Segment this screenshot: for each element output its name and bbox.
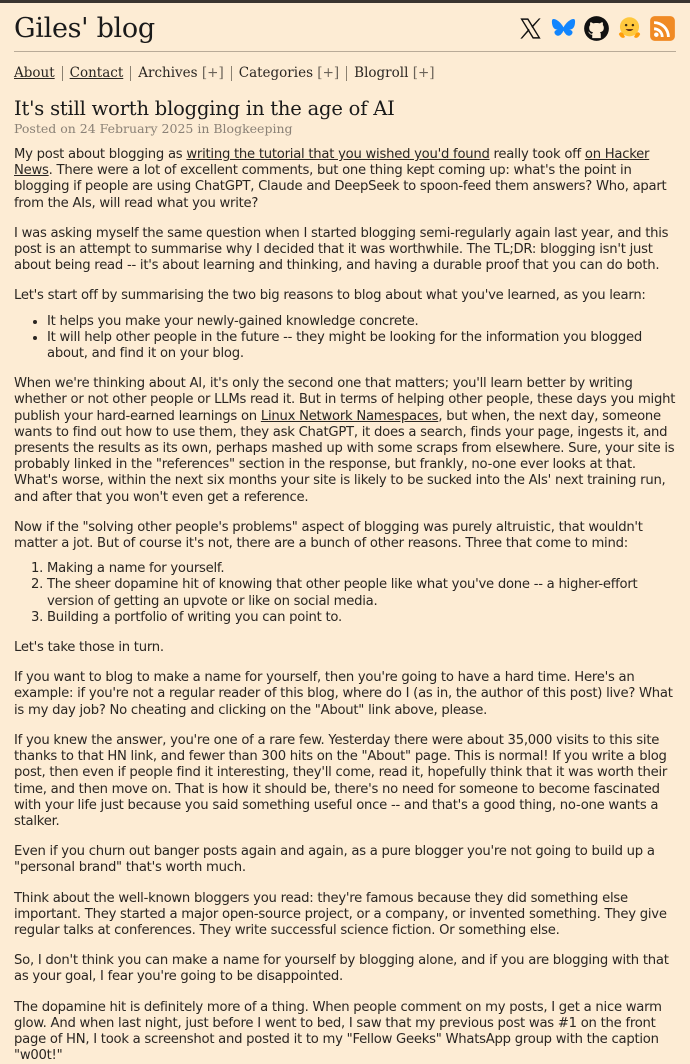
nav-item-categories[interactable] — [231, 66, 346, 81]
tutorial-post-link[interactable]: writing the tutorial that you wished you'd found — [186, 147, 490, 162]
paragraph: Even if you churn out banger posts again and again, as a pure blogger you're not going to build up a "personal brand" that's worth much. — [14, 844, 655, 876]
list-item: 2. The sheer dopamine hit of knowing that other people like what you've done -- a higher-effort version of getting an upvote or like on social media. — [47, 577, 676, 609]
list-item: • It helps you make your newly-gained knowledge concrete. — [47, 314, 676, 330]
post-date: Posted on 24 February 2025 in — [14, 121, 210, 136]
paragraph: Let's take those in turn. — [14, 640, 164, 656]
text-run: really took off — [489, 147, 585, 162]
blogroll-label[interactable]: Blogroll — [354, 65, 409, 81]
post-content — [14, 147, 676, 1064]
site-header — [14, 3, 676, 52]
categories-label[interactable]: Categories — [238, 65, 313, 81]
top-navigation — [14, 66, 676, 81]
categories-expand-toggle[interactable]: [+] — [317, 65, 340, 81]
list-item: 3. Building a portfolio of writing you can point to. — [47, 610, 676, 626]
nav-item-archives[interactable] — [130, 66, 230, 81]
text-run: . There were a lot of excellent comments, but one thing kept coming up: what's the point in blogging if people are using ChatGPT, Claude and DeepSeek to spoon-feed them answers? Who, apart from the AIs, will read what you write? — [14, 163, 667, 211]
x-icon[interactable] — [517, 15, 544, 42]
text-run: , but when, the next day, someone wants to find out how to use them, they ask ChatGPT, it does a search, finds your page, ingests it, and presents the results as its own, perhaps mashed up with some scraps from elsewhere. Sure, your site is probably linked in the "references" section in the response, but frankly, no-one ever looks at that. What's worse, within the next six months your site is likely to be sucked into the AIs' next training run, and after that you won't even get a reference. — [14, 408, 675, 505]
nav-item-about — [14, 66, 62, 81]
github-icon[interactable] — [583, 15, 610, 42]
nav-item-blogroll[interactable] — [346, 66, 441, 81]
paragraph: Now if the "solving other people's problems" aspect of blogging was purely altruistic, that wouldn't matter a jot. But of course it's not, there are a bunch of other reasons. Three that come to mind: — [14, 519, 643, 552]
reasons-list — [14, 314, 676, 363]
contact-link[interactable]: Contact — [69, 65, 124, 81]
paragraph — [14, 147, 676, 212]
text-run: When we're thinking about AI, it's only the second one that matters; you'll learn better by writing whether or not other people or LLMs read it. But in terms of helping other people, these days you might publish your hard-earned learnings on — [14, 376, 676, 424]
paragraph: If you knew the answer, you're one of a rare few. Yesterday there were about 35,000 visits to this site thanks to that HN link, and fewer than 300 hits on the "About" page. This is normal! If you write a blog post, then even if people find it interesting, they'll come, read it, hopefully think that it was worth their time, and then move on. That is how it should be, there's no need for someone to become fascinated with your life just because you said something useful once -- and that's a good thing, no-one wants a stalker. — [14, 732, 668, 829]
paragraph: I was asking myself the same question when I started blogging semi-regularly again last year, and this post is an attempt to summarise why I decided that it was worthwhile. The TL;DR: blogging isn't just about being read -- it's about learning and thinking, and having a durable proof that you can do both. — [14, 225, 669, 274]
paragraph: If you want to blog to make a name for yourself, then you're going to have a hard time. Here's an example: if you're not a regular reader of this blog, where do I (as in, the author of this post) live? What is my day job? No cheating and clicking on the "About" link above, please. — [14, 670, 673, 718]
list-item: • It will help other people in the future -- they might be looking for the information you blogged about, and find it on your blog. — [47, 330, 676, 362]
paragraph: The dopamine hit is definitely more of a thing. When people comment on my posts, I get a nice warm glow. And when last night, just before I went to bed, I saw that my previous post was #1 on the front page of HN, I took a screenshot and posted it to my "Fellow Geeks" WhatsApp group with the caption "w00t!" — [14, 999, 662, 1064]
archives-label[interactable]: Archives — [138, 65, 198, 81]
about-link[interactable]: About — [14, 65, 55, 81]
archives-expand-toggle[interactable]: [+] — [201, 65, 224, 81]
paragraph: So, I don't think you can make a name for yourself by blogging alone, and if you are blogging with that as your goal, I fear you're going to be disappointed. — [14, 953, 669, 985]
text-run: My post about blogging as — [14, 147, 187, 162]
post-title: It's still worth blogging in the age of AI — [14, 97, 395, 120]
site-title[interactable]: Giles' blog — [14, 12, 155, 44]
nav-item-contact — [62, 66, 131, 81]
post-category[interactable]: Blogkeeping — [213, 121, 293, 136]
list-item: 1. Making a name for yourself. — [47, 561, 676, 577]
other-reasons-list — [14, 561, 676, 626]
post-meta — [14, 121, 676, 136]
social-icons — [517, 13, 676, 42]
rss-icon[interactable] — [649, 15, 676, 42]
paragraph: Think about the well-known bloggers you read: they're famous because they did something else important. They started a major open-source project, or a company, or invented something. They give regular talks at conferences. They write successful science fiction. Or something else. — [14, 890, 667, 938]
hacker-news-link[interactable]: on Hacker News — [14, 147, 650, 179]
hugging-face-icon[interactable] — [616, 15, 643, 42]
paragraph: Let's start off by summarising the two big reasons to blog about what you've learned, as you learn: — [14, 288, 646, 304]
bluesky-icon[interactable] — [550, 15, 577, 42]
blogroll-expand-toggle[interactable]: [+] — [412, 65, 435, 81]
paragraph — [14, 376, 676, 506]
linux-network-namespaces-link[interactable]: Linux Network Namespaces — [260, 408, 439, 424]
